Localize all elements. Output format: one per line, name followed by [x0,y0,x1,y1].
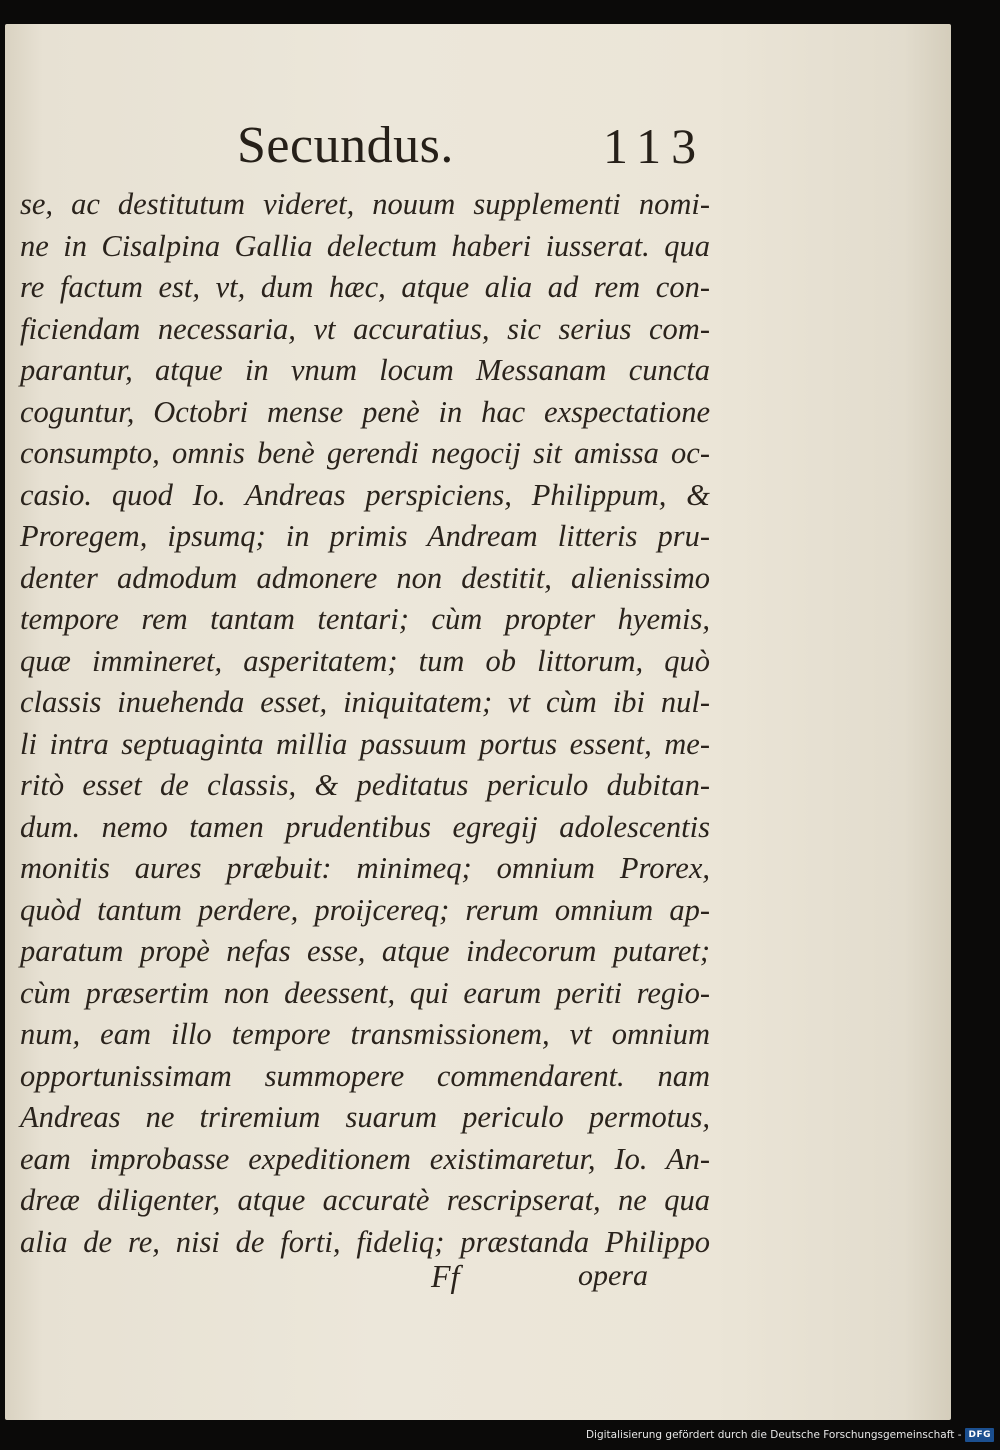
text-line: dum. nemo tamen prudentibus egregij adolescentis [20,809,710,844]
text-line: casio. quod Io. Andreas perspiciens, Philippum, & [20,477,710,512]
page-header [5,116,951,176]
text-line: classis inuehenda esset, iniquitatem; vt cùm ibi nul- [20,685,710,719]
body-text [20,184,710,1263]
running-title: Secundus. [237,117,454,174]
text-line: tempore rem tantam tentari; cùm propter hyemis, [20,602,710,636]
page-footer [5,1254,951,1298]
digitization-credit [586,1424,994,1446]
signature-mark: Ff [431,1258,460,1294]
text-line: denter admodum admonere non destitit, alienissimo [20,560,710,595]
text-line: consumpto, omnis benè gerendi negocij sit amissa oc- [20,436,710,470]
text-line: coguntur, Octobri mense penè in hac exspectatione [20,394,710,429]
text-line: monitis aures præbuit: minimeq; omnium Prorex, [20,851,710,885]
text-line: se, ac destitutum videret, nouum supplementi nomi- [20,187,710,221]
text-line: eam improbasse expeditionem existimaretur, Io. An- [20,1141,710,1176]
text-line: num, eam illo tempore transmissionem, vt omnium [20,1017,710,1051]
text-line: quòd tantum perdere, proijcereq; rerum omnium ap- [20,892,710,927]
credit-text: Digitalisierung gefördert durch die Deutsche Forschungsgemeinschaft - [585,1429,962,1441]
text-line: ficiendam necessaria, vt accuratius, sic serius com- [20,311,710,346]
text-line: re factum est, vt, dum hæc, atque alia ad rem con- [20,270,710,304]
text-line: Proregem, ipsumq; in primis Andream litteris pru- [20,519,710,553]
page-number: 113 [603,118,707,174]
text-line: ne in Cisalpina Gallia delectum haberi iusserat. qua [20,228,710,263]
text-line: paratum propè nefas esse, atque indecorum putaret; [20,934,710,968]
text-line: alia de re, nisi de forti, fideliq; præstanda Philippo [20,1224,710,1259]
text-line: ritò esset de classis, & peditatus periculo dubitan- [20,768,710,802]
book-page [5,24,951,1420]
catchword: opera [578,1259,648,1292]
text-line: cùm præsertim non deessent, qui earum periti regio- [20,975,710,1010]
text-line: li intra septuaginta millia passuum portus essent, me- [20,726,710,761]
text-line: quæ immineret, asperitatem; tum ob littorum, quò [20,643,710,678]
text-line: Andreas ne triremium suarum periculo permotus, [20,1100,710,1134]
text-line: opportunissimam summopere commendarent. nam [20,1058,710,1093]
text-line: dreæ diligenter, atque accuratè rescripserat, ne qua [20,1183,710,1217]
dfg-logo: DFG [965,1428,994,1442]
text-line: parantur, atque in vnum locum Messanam cuncta [20,353,710,387]
